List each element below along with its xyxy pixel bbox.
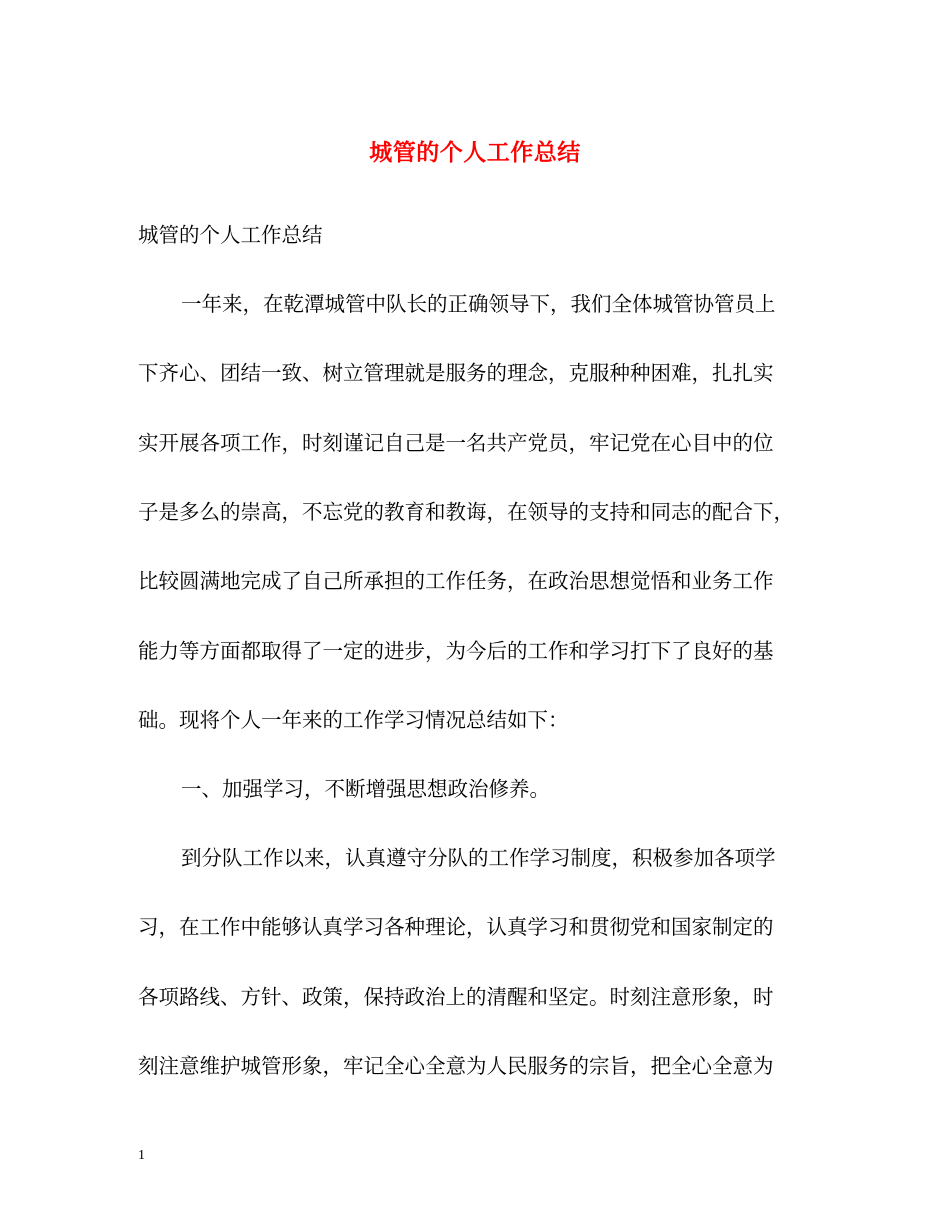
text-line: 子是多么的崇高，不忘党的教育和教诲，在领导的支持和同志的配合下， bbox=[138, 500, 794, 524]
text-line: 下齐心、团结一致、树立管理就是服务的理念，克服种种困难，扎扎实 bbox=[138, 361, 774, 385]
text-line: 到分队工作以来，认真遵守分队的工作学习制度，积极参加各项学 bbox=[181, 846, 776, 870]
text-line: 刻注意维护城管形象，牢记全心全意为人民服务的宗旨，把全心全意为 bbox=[138, 1054, 774, 1078]
text-line: 比较圆满地完成了自己所承担的工作任务，在政治思想觉悟和业务工作 bbox=[138, 569, 774, 593]
text-line: 各项路线、方针、政策，保持政治上的清醒和坚定。时刻注意形象，时 bbox=[138, 985, 774, 1009]
section-heading: 一、加强学习，不断增强思想政治修养。 bbox=[181, 777, 550, 801]
text-line: 一年来，在乾潭城管中队长的正确领导下，我们全体城管协管员上 bbox=[181, 292, 776, 316]
text-line: 能力等方面都取得了一定的进步，为今后的工作和学习打下了良好的基 bbox=[138, 639, 774, 663]
page-number: 1 bbox=[138, 1148, 145, 1163]
text-line: 实开展各项工作，时刻谨记自己是一名共产党员，牢记党在心目中的位 bbox=[138, 431, 774, 455]
text-line: 础。现将个人一年来的工作学习情况总结如下： bbox=[138, 708, 569, 732]
text-line: 习，在工作中能够认真学习各种理论，认真学习和贯彻党和国家制定的 bbox=[138, 915, 774, 939]
text-line: 城管的个人工作总结 bbox=[138, 223, 323, 247]
document-title: 城管的个人工作总结 bbox=[369, 139, 581, 166]
